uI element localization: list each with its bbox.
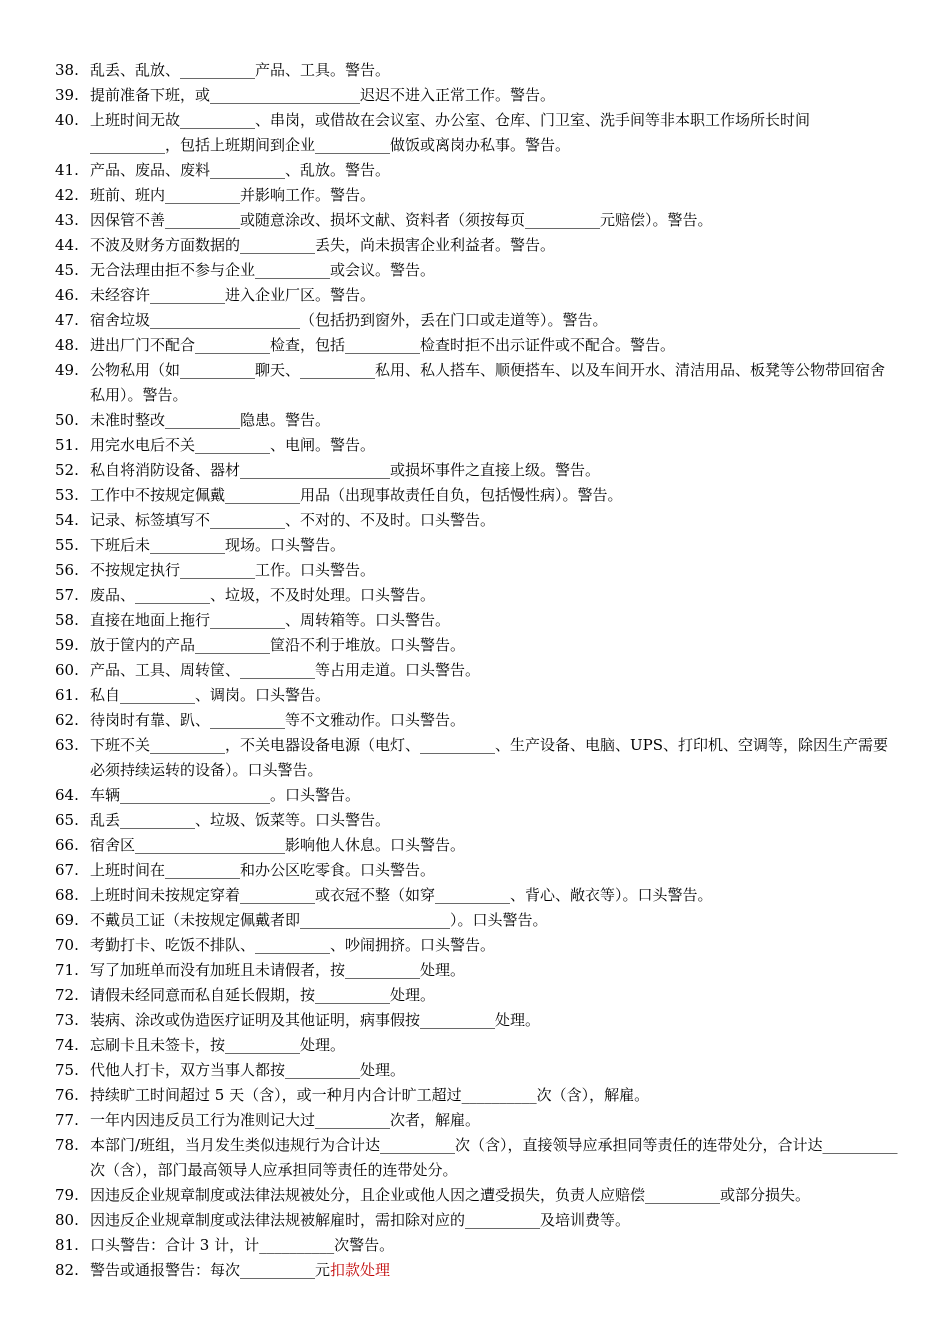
- rule-item-43: [0, 208, 950, 233]
- item-number: 45.: [55, 261, 79, 279]
- rule-item-53: [0, 483, 950, 508]
- rule-item-47: [0, 308, 950, 333]
- item-text: 进出厂门不配合__________检查，包括__________检查时拒不出示证件或不配合。警告。: [90, 336, 676, 354]
- rule-item-71: [0, 958, 950, 983]
- item-number: 39.: [55, 86, 79, 104]
- item-number: 70.: [55, 936, 79, 954]
- item-text: 上班时间无故__________、串岗，或借故在会议室、办公室、仓库、门卫室、洗手间等非本职工作场所长时间__________，包括上班期间到企业__________做饭或离岗办私事。警告。: [90, 111, 811, 154]
- item-number: 60.: [55, 661, 79, 679]
- item-text: 不波及财务方面数据的__________丢失，尚未损害企业利益者。警告。: [90, 236, 556, 254]
- item-number: 44.: [55, 236, 79, 254]
- item-number: 82.: [55, 1261, 79, 1279]
- item-text: 班前、班内__________并影响工作。警告。: [90, 186, 376, 204]
- item-number: 62.: [55, 711, 79, 729]
- item-text: 记录、标签填写不__________、不对的、不及时。口头警告。: [90, 511, 496, 529]
- rule-item-56: [0, 558, 950, 583]
- item-number: 50.: [55, 411, 79, 429]
- item-text: 上班时间未按规定穿着__________或衣冠不整（如穿__________、背心、敞衣等）。口头警告。: [90, 886, 713, 904]
- item-number: 63.: [55, 736, 79, 754]
- item-text: 口头警告：合计 3 计，计__________次警告。: [90, 1236, 395, 1254]
- rule-item-75: [0, 1058, 950, 1083]
- item-text: 车辆____________________。口头警告。: [90, 786, 361, 804]
- item-number: 75.: [55, 1061, 79, 1079]
- rule-item-81: [0, 1233, 950, 1258]
- item-number: 73.: [55, 1011, 79, 1029]
- item-number: 46.: [55, 286, 79, 304]
- item-text: 一年内因违反员工行为准则记大过__________次者，解雇。: [90, 1111, 481, 1129]
- item-number: 64.: [55, 786, 79, 804]
- item-text: 下班不关__________，不关电器设备电源（电灯、__________、生产设备、电脑、UPS、打印机、空调等，除因生产需要必须持续运转的设备）。口头警告。: [90, 736, 889, 779]
- item-number: 67.: [55, 861, 79, 879]
- item-text: 因保管不善__________或随意涂改、损坏文献、资料者（须按每页__________元赔偿）。警告。: [90, 211, 713, 229]
- rule-item-62: [0, 708, 950, 733]
- item-number: 71.: [55, 961, 79, 979]
- rule-item-42: [0, 183, 950, 208]
- item-number: 54.: [55, 511, 79, 529]
- item-text: 提前准备下班，或____________________迟迟不进入正常工作。警告。: [90, 86, 556, 104]
- item-text-main: 警告或通报警告：每次__________元: [90, 1261, 331, 1279]
- item-text: 写了加班单而没有加班且未请假者，按__________处理。: [90, 961, 466, 979]
- item-text: 代他人打卡，双方当事人都按__________处理。: [90, 1061, 406, 1079]
- item-number: 69.: [55, 911, 79, 929]
- rule-item-44: [0, 233, 950, 258]
- rule-item-77: [0, 1108, 950, 1133]
- rule-item-57: [0, 583, 950, 608]
- rule-item-58: [0, 608, 950, 633]
- rule-item-72: [0, 983, 950, 1008]
- rule-item-76: [0, 1083, 950, 1108]
- item-text: [90, 1258, 898, 1283]
- item-number: 74.: [55, 1036, 79, 1054]
- item-text: 放于筐内的产品__________筐沿不利于堆放。口头警告。: [90, 636, 466, 654]
- item-number: 78.: [55, 1136, 79, 1154]
- rule-item-54: [0, 508, 950, 533]
- rule-item-80: [0, 1208, 950, 1233]
- item-text: 忘刷卡且未签卡，按__________处理。: [90, 1036, 346, 1054]
- item-text: 不戴员工证（未按规定佩戴者即____________________）。口头警告。: [90, 911, 548, 929]
- rule-item-70: [0, 933, 950, 958]
- item-text: 待岗时有靠、趴、__________等不文雅动作。口头警告。: [90, 711, 466, 729]
- item-number: 80.: [55, 1211, 79, 1229]
- item-text: 持续旷工时间超过 5 天（含），或一种月内合计旷工超过__________次（含），解雇。: [90, 1086, 650, 1104]
- item-number: 42.: [55, 186, 79, 204]
- rule-item-61: [0, 683, 950, 708]
- item-number: 57.: [55, 586, 79, 604]
- item-number: 66.: [55, 836, 79, 854]
- item-number: 47.: [55, 311, 79, 329]
- red-highlight-text: 扣款处理: [330, 1261, 391, 1279]
- item-text: 装病、涂改或伪造医疗证明及其他证明，病事假按__________处理。: [90, 1011, 541, 1029]
- rule-item-60: [0, 658, 950, 683]
- rule-item-69: [0, 908, 950, 933]
- item-number: 49.: [55, 361, 79, 379]
- item-number: 68.: [55, 886, 79, 904]
- item-text: 公物私用（如__________聊天、__________私用、私人搭车、顺便搭车、以及车间开水、清洁用品、板凳等公物带回宿舍私用）。警告。: [90, 361, 886, 404]
- rule-item-41: [0, 158, 950, 183]
- item-text: 直接在地面上拖行__________、周转箱等。口头警告。: [90, 611, 451, 629]
- rule-item-66: [0, 833, 950, 858]
- item-text: 因违反企业规章制度或法律法规被解雇时，需扣除对应的__________及培训费等。: [90, 1211, 631, 1229]
- rule-item-73: [0, 1008, 950, 1033]
- item-number: 38.: [55, 61, 79, 79]
- item-number: 40.: [55, 111, 79, 129]
- rule-item-64: [0, 783, 950, 808]
- item-text: 乱丢、乱放、__________产品、工具。警告。: [90, 61, 391, 79]
- item-number: 56.: [55, 561, 79, 579]
- item-number: 58.: [55, 611, 79, 629]
- rule-item-39: [0, 83, 950, 108]
- item-text: 不按规定执行__________工作。口头警告。: [90, 561, 376, 579]
- item-text: 产品、工具、周转筐、__________等占用走道。口头警告。: [90, 661, 481, 679]
- rule-item-38: [0, 58, 950, 83]
- item-number: 77.: [55, 1111, 79, 1129]
- item-number: 41.: [55, 161, 79, 179]
- item-number: 76.: [55, 1086, 79, 1104]
- item-text: 乱丢__________、垃圾、饭菜等。口头警告。: [90, 811, 391, 829]
- rule-item-49: [0, 358, 950, 408]
- rule-item-79: [0, 1183, 950, 1208]
- item-text: 宿舍区____________________影响他人休息。口头警告。: [90, 836, 466, 854]
- item-number: 72.: [55, 986, 79, 1004]
- item-text: 因违反企业规章制度或法律法规被处分，且企业或他人因之遭受损失，负责人应赔偿__________或部分损失。: [90, 1186, 811, 1204]
- rule-item-46: [0, 283, 950, 308]
- item-text: 私自__________、调岗。口头警告。: [90, 686, 331, 704]
- item-text: 下班后未__________现场。口头警告。: [90, 536, 346, 554]
- rule-item-68: [0, 883, 950, 908]
- rule-item-51: [0, 433, 950, 458]
- item-text: 宿舍垃圾____________________（包括扔到窗外，丢在门口或走道等）。警告。: [90, 311, 608, 329]
- rule-item-78: [0, 1133, 950, 1183]
- item-number: 59.: [55, 636, 79, 654]
- item-text: 废品、__________、垃圾，不及时处理。口头警告。: [90, 586, 436, 604]
- item-text: 产品、废品、废料__________、乱放。警告。: [90, 161, 391, 179]
- rule-item-74: [0, 1033, 950, 1058]
- rule-item-82: [0, 1258, 950, 1283]
- item-number: 65.: [55, 811, 79, 829]
- item-number: 79.: [55, 1186, 79, 1204]
- document-page: [0, 58, 950, 1283]
- item-text: 私自将消防设备、器材____________________或损坏事件之直接上级。警告。: [90, 461, 601, 479]
- rule-item-52: [0, 458, 950, 483]
- rule-item-67: [0, 858, 950, 883]
- rule-item-50: [0, 408, 950, 433]
- rule-item-55: [0, 533, 950, 558]
- item-text: 本部门/班组，当月发生类似违规行为合计达__________次（含），直接领导应承担同等责任的连带处分，合计达__________次（含），部门最高领导人应承担同等责任的连带处分。: [90, 1136, 898, 1179]
- rule-item-63: [0, 733, 950, 783]
- item-text: 用完水电后不关__________、电闸。警告。: [90, 436, 376, 454]
- item-number: 61.: [55, 686, 79, 704]
- item-text: 无合法理由拒不参与企业__________或会议。警告。: [90, 261, 436, 279]
- rule-item-40: [0, 108, 950, 158]
- item-text: 上班时间在__________和办公区吃零食。口头警告。: [90, 861, 436, 879]
- item-text: 未经容许__________进入企业厂区。警告。: [90, 286, 376, 304]
- item-number: 43.: [55, 211, 79, 229]
- rule-item-48: [0, 333, 950, 358]
- item-number: 55.: [55, 536, 79, 554]
- item-text: 未准时整改__________隐患。警告。: [90, 411, 331, 429]
- item-number: 53.: [55, 486, 79, 504]
- rule-item-59: [0, 633, 950, 658]
- item-text: 请假未经同意而私自延长假期，按__________处理。: [90, 986, 436, 1004]
- item-number: 51.: [55, 436, 79, 454]
- item-text: 工作中不按规定佩戴__________用品（出现事故责任自负，包括慢性病）。警告。: [90, 486, 623, 504]
- rule-item-65: [0, 808, 950, 833]
- item-number: 52.: [55, 461, 79, 479]
- item-number: 81.: [55, 1236, 79, 1254]
- item-text: 考勤打卡、吃饭不排队、__________、吵闹拥挤。口头警告。: [90, 936, 496, 954]
- rule-item-45: [0, 258, 950, 283]
- item-number: 48.: [55, 336, 79, 354]
